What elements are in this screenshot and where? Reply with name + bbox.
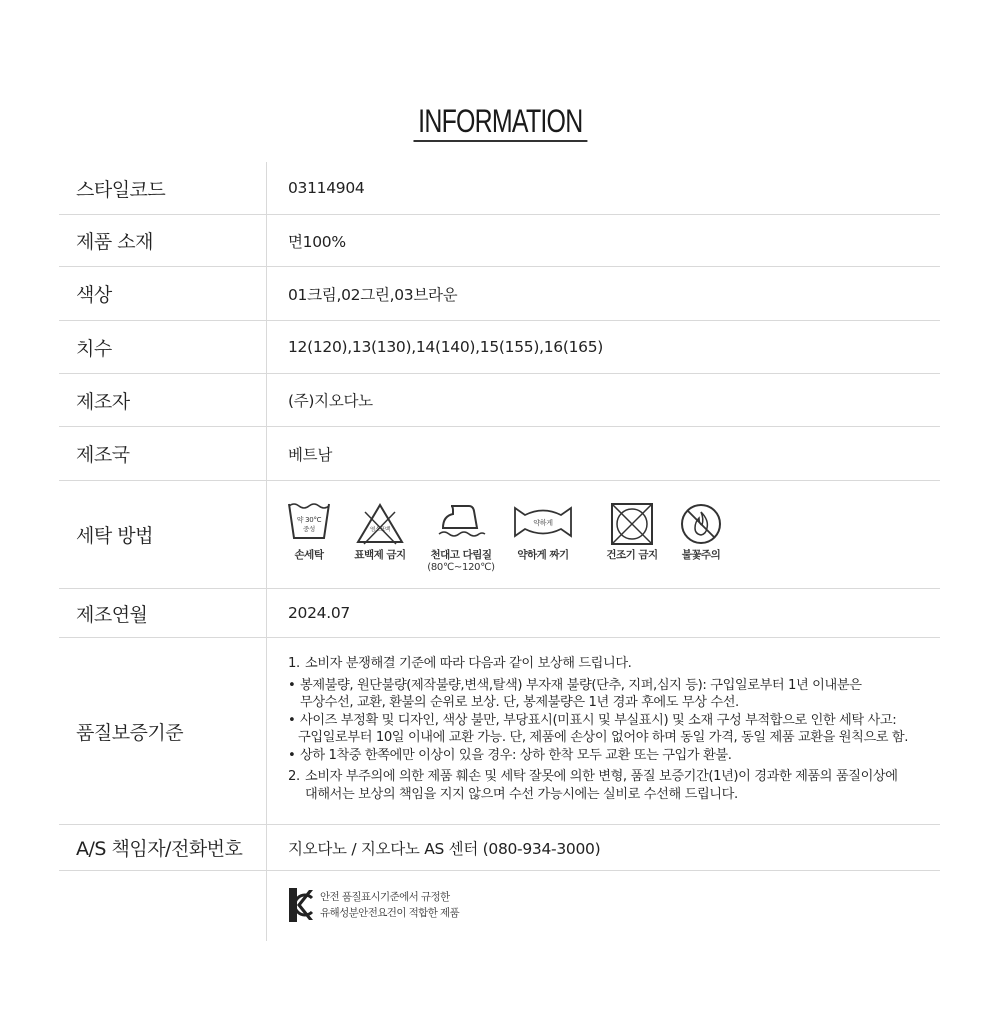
row-washing — [59, 481, 940, 589]
row-label: 제품 소재 — [59, 215, 267, 266]
row-color — [59, 267, 940, 321]
wash-item — [676, 502, 726, 562]
kc-text-line: 안전 품질표시기준에서 규정한 — [320, 891, 450, 903]
row-label: 제조국 — [59, 427, 267, 480]
row-maker — [59, 374, 940, 427]
quality-text-line: 사이즈 부정확 및 디자인, 색상 불만, 부당표시(미표시 및 부실표시) 및 소재 구성 부적합으로 인한 세탁 사고: — [300, 712, 897, 728]
no-bleach-icon — [355, 502, 405, 546]
quality-mark: • — [288, 677, 296, 693]
wash-item — [288, 502, 330, 562]
quality-text-line: 상하 1착중 한쪽에만 이상이 있을 경우: 상하 한착 모두 교환 또는 구입가 환불. — [300, 747, 732, 763]
row-label: 품질보증기준 — [59, 638, 267, 824]
row-as — [59, 825, 940, 871]
quality-line — [288, 655, 940, 673]
wash-icon-text: 염소표백 — [369, 527, 391, 533]
iron-cloth-icon — [435, 502, 487, 542]
wash-item — [598, 502, 666, 562]
gentle-wring-icon — [513, 502, 573, 542]
row-label: 제조자 — [59, 374, 267, 426]
quality-line — [288, 694, 940, 712]
wash-item — [508, 502, 578, 562]
wash-label: 손세탁 — [294, 549, 324, 561]
kc-text-line: 유해성분안전요건이 적합한 제품 — [320, 907, 460, 919]
row-country — [59, 427, 940, 481]
row-label: 색상 — [59, 267, 267, 320]
wash-icon-text: 약 30°C — [296, 516, 322, 524]
wash-icon-text: 약하게 — [533, 519, 553, 527]
quality-line — [288, 768, 940, 786]
wash-item — [423, 502, 499, 573]
row-value: 베트남 — [288, 445, 333, 464]
hand-wash-30-icon — [288, 502, 330, 542]
quality-text-line: 대해서는 보상의 책임을 지지 않으며 수선 가능시에는 실비로 수선해 드립니다. — [305, 786, 738, 802]
row-value: 12(120),13(130),14(140),15(155),16(165) — [288, 338, 604, 356]
wash-label: 약하게 짜기 — [517, 549, 569, 561]
row-label: 세탁 방법 — [59, 481, 267, 588]
row-value: 지오다노 / 지오다노 AS 센터 (080-934-3000) — [288, 839, 601, 858]
row-quality — [59, 638, 940, 825]
row-label: 제조연월 — [59, 589, 267, 637]
row-value: 01크림,02그린,03브라운 — [288, 285, 458, 304]
info-table — [59, 162, 940, 941]
quality-line — [288, 786, 940, 804]
quality-mark: 1. — [288, 656, 300, 671]
quality-line — [288, 677, 940, 695]
fire-caution-icon — [679, 502, 723, 546]
wash-label: 천대고 다림질 — [430, 549, 492, 561]
page-title: INFORMATION — [413, 103, 587, 142]
wash-label: 불꽃주의 — [681, 549, 721, 561]
quality-mark: • — [288, 747, 296, 763]
quality-text-line: 무상수선, 교환, 환불의 순위로 보상. 단, 봉제불량은 1년 경과 후에도 무상 수선. — [300, 695, 739, 710]
no-tumble-dry-icon — [610, 502, 654, 546]
row-label: 스타일코드 — [59, 162, 267, 214]
quality-mark — [288, 694, 300, 712]
wash-label: 표백제 금지 — [354, 549, 406, 561]
quality-text-line: 소비자 분쟁해결 기준에 따라 다음과 같이 보상해 드립니다. — [305, 656, 632, 671]
row-date — [59, 589, 940, 638]
row-value: 면100% — [288, 232, 346, 251]
row-size — [59, 321, 940, 374]
row-label: 치수 — [59, 321, 267, 373]
quality-text-line: 구입일로부터 10일 이내에 교환 가능. 단, 제품에 손상이 없어야 하며 동일 가격, 동일 제품 교환을 원칙으로 함. — [298, 730, 909, 745]
quality-line — [288, 747, 940, 765]
row-value: (주)지오다노 — [288, 392, 373, 410]
quality-text-line: 봉제불량, 원단불량(제작불량,변색,탈색) 부자재 불량(단추, 지퍼,심지 등): 구입일로부터 1년 이내분은 — [300, 677, 862, 693]
wash-icon-text: 중성 — [303, 525, 315, 533]
quality-text-line: 소비자 부주의에 의한 제품 훼손 및 세탁 잘못에 의한 변형, 품질 보증기간(1년)이 경과한 제품의 품질이상에 — [305, 769, 898, 784]
wash-item — [347, 502, 413, 562]
quality-mark — [288, 786, 305, 804]
quality-mark: • — [288, 712, 296, 728]
row-label: A/S 책임자/전화번호 — [59, 825, 267, 870]
quality-mark — [288, 729, 298, 747]
kc-certification-icon — [288, 887, 314, 923]
row-kc — [59, 871, 940, 941]
row-value: 2024.07 — [288, 604, 350, 622]
quality-line — [288, 712, 940, 730]
row-value: 03114904 — [288, 179, 365, 197]
wash-sub-label: (80℃~120℃) — [427, 562, 495, 573]
row-material — [59, 215, 940, 267]
washing-icons — [267, 481, 940, 588]
wash-label: 건조기 금지 — [606, 549, 658, 561]
quality-mark: 2. — [288, 769, 300, 784]
quality-text — [267, 638, 940, 824]
kc-mark — [267, 871, 940, 923]
row-style-code — [59, 162, 940, 215]
quality-line — [288, 729, 940, 747]
